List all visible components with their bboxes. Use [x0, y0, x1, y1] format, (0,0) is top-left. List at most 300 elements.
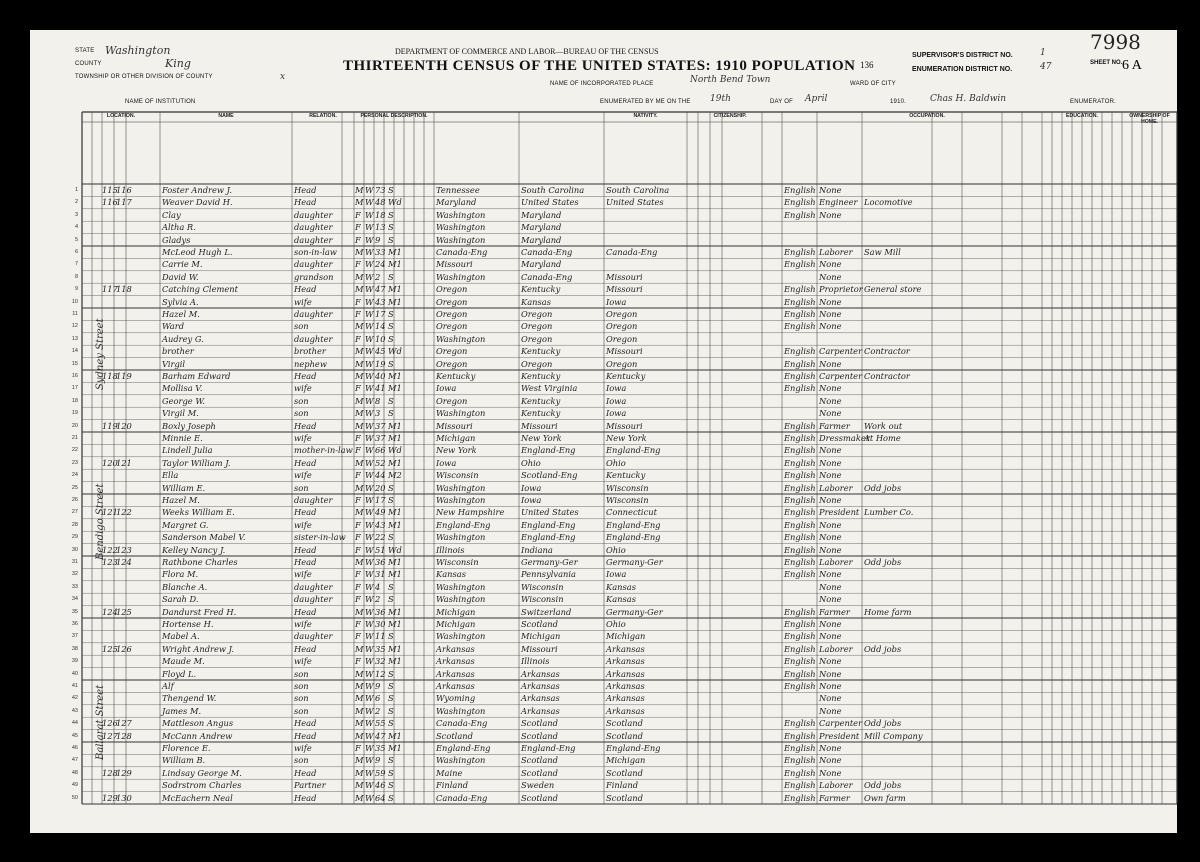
industry [864, 271, 930, 283]
age: 35 [375, 743, 386, 753]
marital-status: S [388, 309, 394, 319]
race: W [365, 693, 374, 704]
mother-birthplace: Scotland [606, 792, 643, 803]
line-number: 32 [71, 571, 78, 578]
person-name: William B. [162, 755, 206, 766]
table-row [71, 296, 1177, 308]
family-number [116, 358, 138, 370]
language: English [784, 557, 816, 567]
age: 51 [375, 544, 386, 555]
birthplace: Wisconsin [436, 470, 479, 481]
dwelling-number: 115 [102, 185, 118, 195]
table-row [71, 482, 1177, 494]
language: English [784, 420, 816, 431]
table-row [74, 221, 1177, 233]
language: English [784, 495, 816, 505]
mother-birthplace: United States [606, 197, 664, 208]
table-row [74, 234, 1177, 246]
race: W [365, 209, 374, 220]
industry [864, 184, 930, 196]
month-value: April [805, 94, 828, 104]
age: 8 [375, 395, 381, 406]
relation: wife [294, 743, 312, 753]
occupation: None [819, 668, 842, 679]
mother-birthplace: Scotland [606, 730, 643, 741]
section-heading: NAME [218, 113, 234, 119]
age: 36 [375, 606, 386, 617]
marital-status: M1 [388, 433, 402, 443]
person-name: Wright Andrew J. [162, 643, 234, 654]
race: W [365, 581, 374, 592]
relation: daughter [294, 495, 333, 505]
race: W [365, 333, 374, 344]
birthplace: Washington [436, 333, 486, 344]
age: 3 [375, 408, 381, 419]
marital-status: S [388, 495, 394, 505]
marital-status: S [388, 705, 394, 716]
family-number: 122 [116, 507, 132, 518]
relation: Head [294, 507, 317, 518]
person-name: Taylor William J. [162, 457, 231, 468]
occupation: President [819, 730, 860, 741]
language: English [784, 284, 816, 295]
family-number [116, 308, 138, 320]
father-birthplace: Switzerland [521, 606, 572, 617]
marital-status: S [388, 767, 394, 778]
family-number [116, 320, 138, 332]
line-number: 23 [71, 459, 78, 466]
dwelling-number: 116 [102, 197, 118, 208]
birthplace: Finland [436, 780, 469, 791]
occupation: Laborer [819, 780, 853, 791]
language: English [784, 792, 816, 803]
birthplace: Washington [436, 271, 486, 282]
mother-birthplace: Arkansas [606, 693, 645, 704]
relation: Head [294, 284, 317, 295]
occupation: None [819, 631, 842, 642]
birthplace: Oregon [436, 284, 468, 295]
occupation: None [819, 296, 842, 307]
marital-status: M1 [388, 730, 402, 741]
table-row [71, 544, 1177, 556]
sex: F [355, 383, 361, 394]
line-number: 30 [71, 546, 78, 553]
language [784, 593, 816, 605]
language: English [784, 383, 816, 394]
occupation: None [819, 581, 842, 592]
line-number: 36 [71, 621, 78, 627]
occupation: None [819, 755, 842, 766]
person-name: Barham Edward [162, 371, 231, 381]
sex: M [355, 284, 364, 295]
enumerator-label: ENUMERATOR. [1070, 99, 1116, 105]
line-number: 31 [71, 559, 78, 565]
day-value: 19th [710, 94, 731, 104]
race: W [365, 743, 374, 753]
sex: M [355, 482, 364, 493]
family-number [116, 469, 138, 481]
language: English [784, 730, 816, 741]
sex: M [355, 507, 364, 518]
county-value: King [165, 57, 191, 70]
person-name: Rathbone Charles [162, 557, 238, 567]
stamp-number: 7998 [1090, 30, 1141, 54]
mother-birthplace: Missouri [606, 346, 643, 357]
sex: F [355, 470, 361, 481]
table-row [71, 692, 1177, 704]
age: 2 [375, 594, 381, 605]
table-row [74, 258, 1177, 270]
family-number [116, 680, 138, 692]
language: English [784, 718, 816, 729]
line-number: 34 [71, 596, 78, 603]
industry [864, 444, 930, 456]
race: W [365, 358, 374, 369]
relation: Head [294, 420, 317, 431]
line-number: 50 [71, 794, 78, 801]
language: English [784, 743, 816, 753]
sex: F [355, 333, 361, 344]
section-heading: RELATION. [309, 113, 337, 119]
father-birthplace: Oregon [521, 358, 553, 369]
township-label: TOWNSHIP OR OTHER DIVISION OF COUNTY [75, 74, 213, 80]
family-number [116, 482, 138, 494]
relation: daughter [294, 209, 333, 220]
person-name: Dandurst Fred H. [162, 606, 237, 617]
mother-birthplace: Arkansas [606, 705, 645, 716]
race: W [365, 222, 374, 233]
section-heading: PERSONAL DESCRIPTION. [360, 113, 428, 119]
person-name: Ward [162, 321, 185, 332]
person-name: Weaver David H. [162, 197, 233, 208]
industry: Odd jobs [864, 780, 902, 791]
mother-birthplace: England-Eng [606, 743, 661, 753]
mother-birthplace: Kansas [606, 594, 636, 605]
line-number: 46 [71, 745, 78, 751]
line-number: 41 [71, 683, 78, 689]
father-birthplace: Kentucky [521, 346, 561, 357]
line-number: 14 [71, 348, 78, 355]
person-name: Hortense H. [162, 619, 214, 629]
race: W [365, 643, 374, 654]
table-row [71, 593, 1177, 605]
language: English [784, 668, 816, 679]
occupation: Laborer [819, 643, 853, 654]
street-label: Sydney Street [95, 318, 106, 390]
dwelling-number: 126 [102, 718, 118, 729]
age: 35 [375, 643, 386, 654]
birthplace: Washington [436, 594, 486, 605]
age: 9 [375, 681, 381, 691]
occupation: None [819, 271, 842, 282]
age: 24 [375, 259, 386, 270]
line-number: 8 [74, 273, 78, 280]
dwelling-number: 117 [102, 284, 118, 295]
family-number [116, 655, 138, 667]
sex: M [355, 271, 364, 282]
marital-status: M1 [388, 569, 402, 580]
person-name: McLeod Hugh L. [162, 247, 233, 257]
mother-birthplace: Arkansas [606, 668, 645, 679]
occupation: Dressmaker [819, 433, 870, 443]
birthplace: Washington [436, 705, 486, 716]
industry [864, 221, 930, 233]
industry [864, 494, 930, 506]
sex: M [355, 197, 364, 208]
occupation: None [819, 470, 842, 481]
occupation: None [819, 321, 842, 332]
marital-status: M1 [388, 383, 402, 394]
dwelling-number: 124 [102, 606, 118, 617]
age: 36 [375, 557, 386, 567]
father-birthplace: Kentucky [521, 395, 561, 406]
age: 66 [375, 445, 386, 456]
language: English [784, 247, 816, 257]
birthplace: Wyoming [436, 693, 476, 704]
father-birthplace: England-Eng [521, 532, 576, 543]
table-row [71, 382, 1177, 394]
family-number [116, 432, 138, 444]
table-row [71, 630, 1177, 642]
person-name: Mattleson Angus [162, 718, 234, 729]
marital-status: S [388, 718, 394, 729]
father-birthplace: Maryland [521, 222, 562, 233]
occupation: None [819, 519, 842, 530]
birthplace: Washington [436, 408, 486, 419]
person-name: Minnie E. [162, 433, 203, 443]
family-number: 125 [116, 606, 132, 617]
race: W [365, 420, 374, 431]
industry [864, 581, 930, 593]
relation: wife [294, 296, 312, 307]
sex: M [355, 730, 364, 741]
industry [864, 680, 930, 692]
age: 12 [375, 668, 386, 679]
industry: Odd jobs [864, 718, 902, 729]
table-row [71, 568, 1177, 580]
father-birthplace: Scotland-Eng [521, 470, 578, 481]
line-number: 18 [71, 397, 78, 404]
sex: M [355, 408, 364, 419]
table-row [71, 506, 1177, 518]
sex: F [355, 222, 361, 233]
line-number: 39 [71, 658, 78, 665]
race: W [365, 656, 374, 667]
birthplace: New York [436, 445, 477, 456]
mother-birthplace: Kentucky [606, 371, 646, 381]
mother-birthplace: England-Eng [606, 445, 661, 456]
table-row [71, 320, 1177, 332]
relation: brother [294, 346, 326, 357]
race: W [365, 705, 374, 716]
birthplace: Washington [436, 495, 486, 505]
occupation: None [819, 495, 842, 505]
line-number: 3 [74, 211, 78, 218]
occupation: None [819, 532, 842, 543]
marital-status: S [388, 185, 394, 195]
father-birthplace: United States [521, 507, 579, 518]
relation: wife [294, 383, 312, 394]
mother-birthplace: Canada-Eng [606, 247, 658, 257]
father-birthplace: Sweden [521, 780, 555, 791]
mother-birthplace: Oregon [606, 358, 638, 369]
age: 11 [375, 631, 386, 642]
line-number: 10 [71, 298, 78, 305]
occupation: None [819, 457, 842, 468]
sex: M [355, 681, 364, 691]
birthplace: Canada-Eng [436, 792, 488, 803]
table-row [71, 767, 1177, 779]
dwelling-number: 122 [102, 544, 118, 555]
family-number: 121 [116, 457, 132, 468]
birthplace: Michigan [436, 606, 476, 617]
occupation [819, 221, 861, 233]
table-row [71, 742, 1177, 754]
table-row [71, 655, 1177, 667]
sex: F [355, 532, 361, 543]
sex: F [355, 519, 361, 530]
line-number: 4 [74, 224, 78, 231]
language: English [784, 619, 816, 629]
occupation: Laborer [819, 482, 853, 493]
father-birthplace: Wisconsin [521, 594, 564, 605]
occupation: None [819, 358, 842, 369]
marital-status: S [388, 532, 394, 543]
family-number: 128 [116, 730, 132, 741]
age: 14 [375, 321, 386, 332]
race: W [365, 544, 374, 555]
occupation: None [819, 259, 842, 270]
person-name: Alf [162, 681, 174, 691]
industry: Home farm [864, 606, 912, 617]
age: 59 [375, 767, 386, 778]
line-number: 49 [71, 782, 78, 789]
dwelling-number: 129 [102, 792, 118, 803]
relation: Head [294, 606, 317, 617]
industry [864, 457, 930, 469]
birthplace: Arkansas [436, 643, 475, 654]
dwelling-number: 119 [102, 420, 118, 431]
family-number [116, 345, 138, 357]
language: English [784, 780, 816, 791]
language [784, 271, 816, 283]
table-row [71, 668, 1177, 680]
family-number [116, 742, 138, 754]
industry [864, 705, 930, 717]
person-name: Foster Andrew J. [162, 185, 232, 195]
industry [864, 469, 930, 481]
sex: F [355, 234, 361, 245]
birthplace: Missouri [436, 259, 473, 270]
birthplace: Kentucky [436, 371, 476, 381]
father-birthplace: Pennsylvania [521, 569, 576, 580]
mother-birthplace: Arkansas [606, 681, 645, 691]
birthplace: Oregon [436, 309, 468, 319]
father-birthplace: South Carolina [521, 185, 585, 195]
table-row [71, 581, 1177, 593]
relation: wife [294, 656, 312, 667]
mother-birthplace: Ohio [606, 544, 626, 555]
language: English [784, 470, 816, 481]
line-number: 33 [71, 583, 78, 590]
father-birthplace: Germany-Ger [521, 557, 578, 567]
father-birthplace: Maryland [521, 234, 562, 245]
industry: Lumber Co. [864, 507, 914, 518]
marital-status: S [388, 333, 394, 344]
family-number [116, 618, 138, 630]
person-name: Weeks William E. [162, 507, 235, 518]
enumerator-value: Chas H. Baldwin [930, 94, 1007, 104]
age: 47 [375, 730, 386, 741]
mother-birthplace: Iowa [606, 383, 627, 394]
industry: Contractor [864, 371, 910, 381]
birthplace: Oregon [436, 321, 468, 332]
line-number: 19 [71, 410, 78, 417]
table-row [71, 469, 1177, 481]
person-name: Floyd L. [162, 668, 197, 679]
table-row [71, 556, 1177, 568]
occupation: None [819, 408, 842, 419]
family-number: 119 [116, 371, 132, 381]
mother-birthplace: Michigan [606, 755, 646, 766]
person-name: Sarah D. [162, 594, 199, 605]
father-birthplace: Iowa [521, 495, 542, 505]
industry: Contractor [864, 346, 910, 357]
birthplace: New Hampshire [436, 507, 505, 518]
race: W [365, 408, 374, 419]
relation: son [294, 408, 309, 419]
family-number [116, 382, 138, 394]
occupation: Laborer [819, 247, 853, 257]
language [784, 333, 816, 345]
family-number [116, 668, 138, 680]
sex: M [355, 247, 364, 257]
birthplace: Washington [436, 222, 486, 233]
dwelling-number: 127 [102, 730, 118, 741]
birthplace: Oregon [436, 346, 468, 357]
father-birthplace: New York [521, 433, 562, 443]
language: English [784, 569, 816, 580]
line-number: 42 [71, 695, 78, 702]
mother-birthplace: Arkansas [606, 643, 645, 654]
age: 22 [375, 532, 386, 543]
relation: nephew [294, 358, 327, 369]
marital-status: Wd [388, 197, 402, 208]
industry [864, 308, 930, 320]
language [784, 705, 816, 717]
occupation: None [819, 185, 842, 195]
occupation: Farmer [819, 792, 850, 803]
birthplace: Canada-Eng [436, 247, 488, 257]
father-birthplace: Illinois [521, 656, 550, 667]
race: W [365, 321, 374, 332]
sex: M [355, 705, 364, 716]
dwelling-number: 120 [102, 457, 118, 468]
family-number [116, 593, 138, 605]
sex: M [355, 457, 364, 468]
age: 52 [375, 457, 386, 468]
family-number: 126 [116, 643, 132, 654]
person-name: Thengend W. [162, 693, 217, 704]
state-label: STATE [75, 48, 95, 54]
line-number: 25 [71, 484, 78, 491]
mother-birthplace: Kansas [606, 581, 636, 592]
dwelling-number: 118 [102, 371, 118, 381]
industry [864, 209, 930, 221]
language: English [784, 606, 816, 617]
age: 40 [375, 371, 386, 381]
race: W [365, 519, 374, 530]
